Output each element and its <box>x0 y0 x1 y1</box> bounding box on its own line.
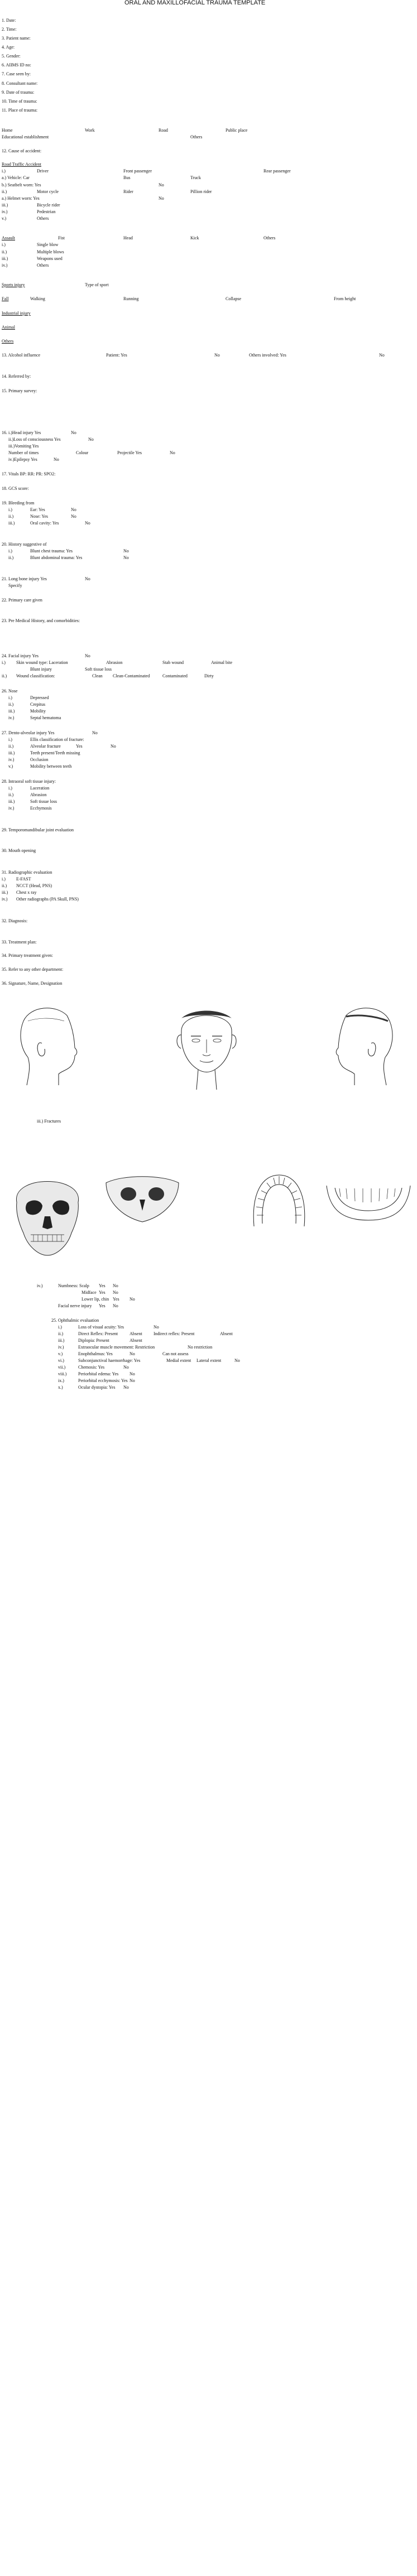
field-patient-name: 3. Patient name: <box>2 36 31 41</box>
lip-no: No <box>130 1297 135 1302</box>
medial-extent: Medial extent <box>166 1358 191 1363</box>
loss-of-consciousness: ii.)Loss of consciousness Yes <box>8 437 61 442</box>
signature: 36. Signature, Name, Designation <box>2 981 63 986</box>
radio-efast: E-FAST <box>16 877 31 882</box>
industrial-injury: Industrial injury <box>2 311 31 316</box>
skin-wound-stab: Stab wound <box>162 660 184 665</box>
sports-injury: Sports injury <box>2 282 25 287</box>
assault-iv: iv.) <box>2 263 8 268</box>
front-passenger: Front passenger <box>123 168 152 174</box>
diplopia-absent: Absent <box>130 1338 142 1343</box>
alcohol-patient-yes: Patient: Yes <box>106 353 127 358</box>
long-bone-specify: Specify <box>8 583 22 588</box>
alveolar-yes: Yes <box>76 744 83 749</box>
teeth-missing: Teeth present/Teeth missing <box>30 750 80 755</box>
ophthal-ix: ix.) <box>58 1378 64 1383</box>
history-i: i.) <box>8 548 12 553</box>
nose-ii: ii.) <box>8 702 14 707</box>
pre-medical-history: 23. Pre Medical History, and comorbidities: <box>2 618 80 623</box>
intraoral-heading: 28. Intraoral soft tissue injury: <box>2 779 56 784</box>
wound-classification: Wound classification: <box>16 673 55 678</box>
chemosis: Chemosis: Yes <box>78 1365 105 1370</box>
bleeding-nose-no: No <box>71 514 76 519</box>
periorbital-ecchymosis-no: No <box>130 1378 135 1383</box>
wound-contaminated: Contaminated <box>162 673 188 678</box>
dento-i: i.) <box>8 737 12 742</box>
numbness-iv: iv.) <box>37 1283 43 1288</box>
radio-i: i.) <box>2 877 6 882</box>
assault-others-2: Others <box>37 263 49 268</box>
mandible-illustration <box>324 1180 413 1225</box>
facial-ii: ii.) <box>2 673 7 678</box>
facial-i: i.) <box>2 660 6 665</box>
alcohol-others-yes: Others involved: Yes <box>249 353 286 358</box>
treatment-plan: 33. Treatment plan: <box>2 940 37 945</box>
rear-passenger: Rear passenger <box>263 168 291 174</box>
midface-yes: Yes <box>99 1290 106 1295</box>
dento-ii: ii.) <box>8 744 14 749</box>
bleeding-ear-no: No <box>71 507 76 512</box>
numbness-lower-lip: Lower lip, chin <box>82 1297 109 1302</box>
field-date-of-trauma: 9. Date of trauma: <box>2 90 35 95</box>
enophthalmus-cannot-assess: Can not assess <box>162 1351 189 1356</box>
radio-iii: iii.) <box>2 890 8 895</box>
field-aiims-id: 6. AIIMS ID no: <box>2 62 31 68</box>
field-gender: 5. Gender: <box>2 54 21 59</box>
nose-crepitus: Crepitus <box>30 702 46 707</box>
assault-fist: Fist <box>58 235 65 240</box>
pillion-rider: Pillion rider <box>190 189 212 194</box>
ocular-dystopia-no: No <box>123 1385 129 1390</box>
numbness-scalp: Numbness: Scalp <box>58 1283 89 1288</box>
dento-iii: iii.) <box>8 750 15 755</box>
assault-iii: iii.) <box>2 256 8 261</box>
rta-v: v.) <box>2 216 7 221</box>
ophthal-vii: vii.) <box>58 1365 66 1370</box>
scalp-no: No <box>113 1283 118 1288</box>
multiple-blows: Multiple blows <box>37 249 64 254</box>
primary-care: 22. Primary care given <box>2 598 42 603</box>
place-home: Home <box>2 128 13 133</box>
animal: Animal <box>2 325 15 330</box>
projectile-no: No <box>170 450 175 455</box>
midface-no: No <box>113 1290 118 1295</box>
bleeding-heading: 19. Bleeding from <box>2 500 35 505</box>
vomit-colour: Colour <box>76 450 89 455</box>
ophthal-iii: iii.) <box>58 1338 65 1343</box>
bleeding-iii: iii.) <box>8 521 15 526</box>
seatbelt: b.) Seatbelt worn: Yes <box>2 182 41 187</box>
rta-iv: iv.) <box>2 209 8 214</box>
intraoral-soft-tissue: Soft tissue loss <box>30 799 57 804</box>
fractures-label: iii.) Fractures <box>37 1119 61 1124</box>
bleeding-i: i.) <box>8 507 12 512</box>
ophthal-v: v.) <box>58 1351 63 1356</box>
history-heading: 20. History suggestive of <box>2 542 47 547</box>
nose-iii: iii.) <box>8 709 15 714</box>
diplopia: Diplopia: Present <box>78 1338 109 1343</box>
scalp-yes: Yes <box>99 1283 106 1288</box>
numbness-midface: Midface <box>82 1290 97 1295</box>
fall-collapse: Collapse <box>226 296 241 301</box>
vehicle-car: a.) Vehicle: Car <box>2 175 30 180</box>
nose-i: i.) <box>8 695 12 700</box>
fall-from-height: From height <box>334 296 356 301</box>
tmj-evaluation: 29. Temporomandibular joint evaluation <box>2 827 74 832</box>
wound-dirty: Dirty <box>204 673 214 678</box>
place-others: Others <box>190 134 203 139</box>
indirect-reflex: Indirect reflex: Present <box>154 1331 195 1336</box>
nose-septal-hematoma: Septal hematoma <box>30 715 61 720</box>
alcohol-influence: 13. Alcohol influence <box>2 353 41 358</box>
place-road: Road <box>159 128 168 133</box>
ophthal-viii: viii.) <box>58 1371 67 1376</box>
radio-ncct: NCCT (Head, PNS) <box>16 883 52 888</box>
loc-no: No <box>88 437 94 442</box>
cause-heading: 12. Cause of accident: <box>2 148 42 153</box>
bleeding-nose: Nose: Yes <box>30 514 49 519</box>
rta-others: Others <box>37 216 49 221</box>
intraoral-iv: iv.) <box>8 806 15 811</box>
single-blow: Single blow <box>37 242 59 247</box>
fall-heading: Fall <box>2 296 9 301</box>
head-left-profile-illustration <box>17 1004 78 1088</box>
assault-others: Others <box>263 235 276 240</box>
facial-injury-no: No <box>85 653 90 658</box>
long-bone-injury: 21. Long bone injury Yes <box>2 576 47 581</box>
assault-ii: ii.) <box>2 249 7 254</box>
intraoral-ecchymosis: Ecchymosis <box>30 806 52 811</box>
enophthalmus: Enophthalmus: Yes <box>78 1351 113 1356</box>
visual-acuity: Loss of visual acuity: Yes <box>78 1325 124 1330</box>
occlusion: Occlusion <box>30 757 49 762</box>
vomiting: iii.)Vomiting Yes <box>8 444 39 449</box>
nose-iv: iv.) <box>8 715 15 720</box>
mouth-opening: 30. Mouth opening <box>2 848 36 853</box>
bleeding-ear: Ear: Yes <box>30 507 45 512</box>
ophthalmic-heading: 25. Ophthalmic evaluation <box>51 1318 99 1323</box>
extraocular-movement: Extraocular muscle movement: Restriction <box>78 1345 155 1350</box>
assault-i: i.) <box>2 242 6 247</box>
field-time-of-trauma: 10. Time of trauma: <box>2 99 37 104</box>
epilepsy: iv.)Epilepsy Yes <box>8 457 37 462</box>
ophthal-vi: vi.) <box>58 1358 64 1363</box>
radio-ii: ii.) <box>2 883 7 888</box>
alveolar-fracture: Alveolar fracture <box>30 744 61 749</box>
long-bone-no: No <box>85 576 90 581</box>
intraoral-iii: iii.) <box>8 799 15 804</box>
ophthal-i: i.) <box>58 1325 62 1330</box>
weapons-used: Weapons used <box>37 256 63 261</box>
rta-heading: Road Traffic Accident <box>2 162 41 167</box>
place-public: Public place <box>226 128 248 133</box>
periorbital-edema-no: No <box>130 1371 135 1376</box>
gcs-score: 18. GCS score: <box>2 486 29 491</box>
skull-frontal-illustration <box>6 1163 89 1258</box>
head-injury-no: No <box>71 430 76 435</box>
periorbital-edema: Periorbital edema: Yes <box>78 1371 119 1376</box>
intraoral-laceration: Laceration <box>30 786 50 791</box>
primary-treatment: 34. Primary treatment given: <box>2 953 53 958</box>
referred-by: 14. Referred by: <box>2 374 31 379</box>
facial-injury: 24. Facial injury Yes <box>2 653 39 658</box>
blunt-chest: Blunt chest trauma: Yes <box>30 548 73 553</box>
indirect-reflex-absent: Absent <box>220 1331 233 1336</box>
vomit-times: Number of times <box>8 450 39 455</box>
skin-wound-soft-tissue: Soft tissue loss <box>85 667 112 672</box>
bleeding-ii: ii.) <box>8 514 14 519</box>
blunt-abdominal: Blunt abdominal trauma: Yes <box>30 555 83 560</box>
assault-head: Head <box>123 235 133 240</box>
ophthal-x: x.) <box>58 1385 63 1390</box>
subconj-no: No <box>234 1358 240 1363</box>
epilepsy-no: No <box>54 457 59 462</box>
facial-nerve-yes: Yes <box>99 1303 106 1308</box>
skin-wound-blunt: Blunt injury <box>30 667 52 672</box>
rta-ii: ii.) <box>2 189 7 194</box>
field-place-of-trauma: 11. Place of trauma: <box>2 108 38 113</box>
periorbital-ecchymosis: Periorbital ecchymosis: Yes <box>78 1378 128 1383</box>
vehicle-truck: Truck <box>190 175 201 180</box>
radio-iv: iv.) <box>2 897 8 902</box>
field-consultant: 8. Consultant name: <box>2 81 38 86</box>
rider: Rider <box>123 189 133 194</box>
dento-no: No <box>92 730 98 735</box>
blunt-chest-no: No <box>123 548 129 553</box>
ophthal-ii: ii.) <box>58 1331 64 1336</box>
head-frontal-illustration <box>167 1001 246 1091</box>
field-time: 2. Time: <box>2 27 17 32</box>
visual-acuity-no: No <box>154 1325 159 1330</box>
direct-reflex: Direct Reflex: Present <box>78 1331 118 1336</box>
pedestrian: Pedestrian <box>37 209 56 214</box>
ocular-dystopia: Ocular dystopia: Yes <box>78 1385 116 1390</box>
helmet-no: No <box>159 196 164 201</box>
page-title: ORAL AND MAXILLOFACIAL TRAUMA TEMPLATE <box>124 0 266 6</box>
history-ii: ii.) <box>8 555 14 560</box>
alcohol-others-no: No <box>379 353 385 358</box>
alveolar-no: No <box>111 744 116 749</box>
bleeding-oral: Oral cavity: Yes <box>30 521 59 526</box>
helmet: a.) Helmet worn: Yes <box>2 196 40 201</box>
nose-heading: 26. Nose <box>2 688 18 694</box>
skin-wound-abrasion: Abrasion <box>106 660 123 665</box>
field-date: 1. Date: <box>2 18 16 23</box>
type-of-sport: Type of sport <box>85 282 109 287</box>
chemosis-no: No <box>123 1365 129 1370</box>
intraoral-abrasion: Abrasion <box>30 792 47 797</box>
rta-i: i.) <box>2 168 6 174</box>
driver: Driver <box>37 168 49 174</box>
radio-other: Other radiographs (PA Skull, PNS) <box>16 897 79 902</box>
place-educational: Educational establishment <box>2 134 49 139</box>
no-restriction: No restriction <box>188 1345 213 1350</box>
nose-depressed: Depressed <box>30 695 49 700</box>
facial-nerve-injury: Facial nerve injury <box>58 1303 92 1308</box>
blunt-abdominal-no: No <box>123 555 129 560</box>
field-case-seen-by: 7. Case seen by: <box>2 71 31 76</box>
enophthalmus-no: No <box>130 1351 135 1356</box>
primary-survey: 15. Primary survey: <box>2 388 37 393</box>
fall-walking: Walking <box>30 296 45 301</box>
diagnosis: 32. Diagnosis: <box>2 918 28 923</box>
direct-reflex-absent: Absent <box>130 1331 142 1336</box>
head-injury: 16. i.)Head injury Yes <box>2 430 41 435</box>
dento-iv: iv.) <box>8 757 15 762</box>
bleeding-oral-no: No <box>85 521 90 526</box>
nose-mobility: Mobility <box>30 709 46 714</box>
fall-running: Running <box>123 296 139 301</box>
dento-v: v.) <box>8 764 13 769</box>
wound-clean: Clean <box>92 673 103 678</box>
assault-heading: Assault <box>2 235 15 240</box>
bicycle: Bicycle rider <box>37 203 60 208</box>
dento-alveolar: 27. Dento-alveolar injury Yes <box>2 730 55 735</box>
rta-iii: iii.) <box>2 203 8 208</box>
lip-yes: Yes <box>113 1297 119 1302</box>
radio-chest: Chest x ray <box>16 890 37 895</box>
radiographic-heading: 31. Radiographic evaluation <box>2 870 52 875</box>
wound-clean-contaminated: Clean-Contaminated <box>113 673 150 678</box>
intraoral-i: i.) <box>8 786 12 791</box>
skin-wound-animal-bite: Animal bite <box>211 660 232 665</box>
facial-nerve-no: No <box>113 1303 118 1308</box>
subconjunctival-haemorrhage: Subconjunctival haemorrhage: Yes <box>78 1358 141 1363</box>
others-cause: Others <box>2 339 14 344</box>
alcohol-patient-no: No <box>214 353 220 358</box>
skull-base-illustration <box>100 1172 184 1227</box>
intraoral-ii: ii.) <box>8 792 14 797</box>
vehicle-bus: Bus <box>123 175 131 180</box>
vitals: 17. Vitals BP: RR: PR: SPO2: <box>2 471 56 476</box>
skin-wound-laceration: Skin wound type: Laceration <box>16 660 68 665</box>
maxillary-arch-illustration <box>246 1171 313 1232</box>
head-right-profile-illustration <box>335 1004 396 1088</box>
motorcycle: Motor cycle <box>37 189 59 194</box>
refer-department: 35. Refer to any other department: <box>2 967 64 972</box>
ophthal-iv: iv.) <box>58 1345 64 1350</box>
lateral-extent: Lateral extent <box>196 1358 222 1363</box>
vomit-projectile: Projectile Yes <box>117 450 142 455</box>
assault-kick: Kick <box>190 235 199 240</box>
seatbelt-no: No <box>159 182 164 187</box>
field-age: 4. Age: <box>2 45 15 50</box>
teeth-mobility: Mobility between teeth <box>30 764 72 769</box>
ellis-classification: Ellis classification of fracture: <box>30 737 84 742</box>
place-work: Work <box>85 128 95 133</box>
